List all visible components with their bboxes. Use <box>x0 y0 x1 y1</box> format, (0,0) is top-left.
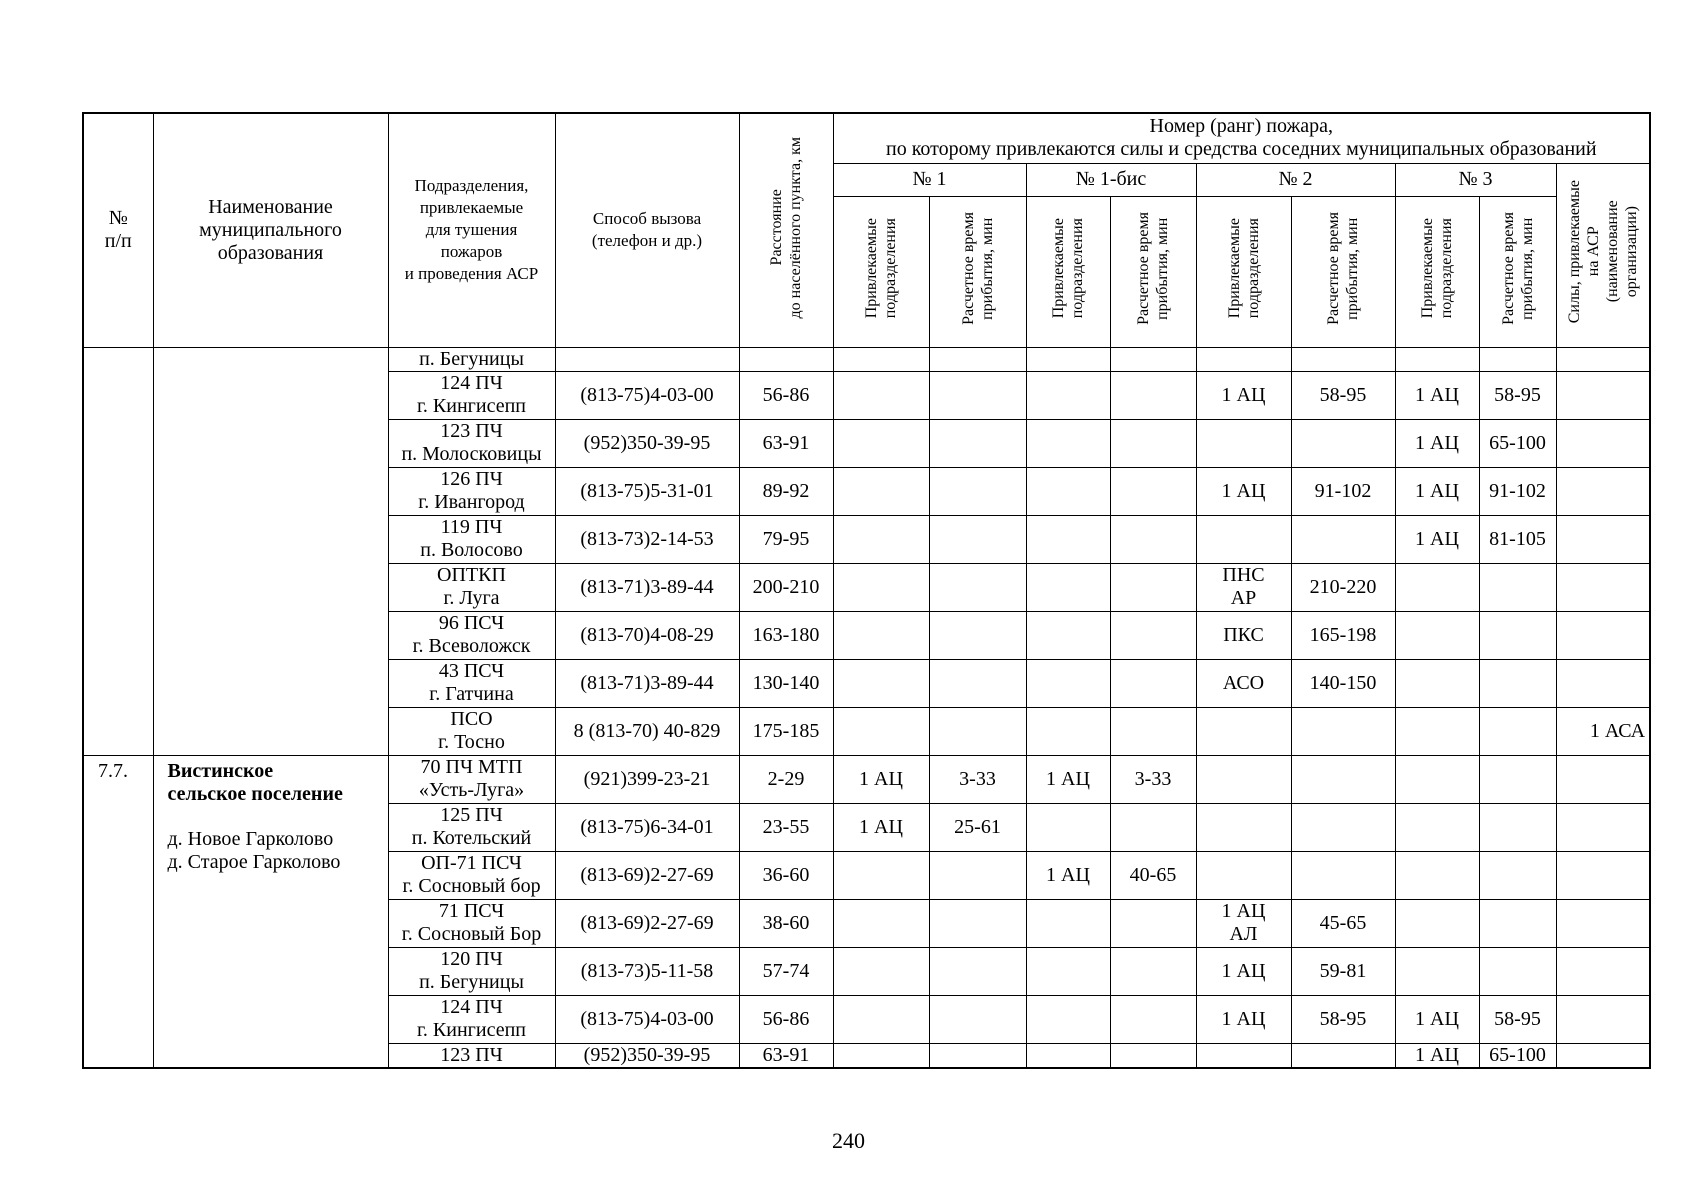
header-rank-title: Номер (ранг) пожара, по которому привлекаются силы и средства соседних муниципальных образований <box>833 113 1650 163</box>
r3-time-cell: 65-100 <box>1479 1043 1556 1068</box>
asr-cell <box>1556 347 1650 371</box>
distance-cell: 63-91 <box>739 419 833 467</box>
r3-time-cell <box>1479 611 1556 659</box>
asr-cell <box>1556 371 1650 419</box>
header-rank-2: № 2 <box>1196 163 1395 196</box>
r2-time-cell: 59-81 <box>1291 947 1395 995</box>
r3-units-cell <box>1395 659 1479 707</box>
asr-cell <box>1556 995 1650 1043</box>
r2-time-cell: 58-95 <box>1291 371 1395 419</box>
unit-cell: ПСО г. Тосно <box>388 707 555 755</box>
r2-time-cell <box>1291 515 1395 563</box>
table-row <box>83 755 1650 803</box>
call-cell: (813-75)4-03-00 <box>555 371 739 419</box>
r1bis-units-cell <box>1026 995 1110 1043</box>
r3-time-cell <box>1479 755 1556 803</box>
r2-time-cell <box>1291 707 1395 755</box>
call-cell: (921)399-23-21 <box>555 755 739 803</box>
r1-time-cell <box>929 371 1026 419</box>
r1-units-cell <box>833 707 929 755</box>
r1-units-cell <box>833 467 929 515</box>
header-r2-time: Расчетное время прибытия, мин <box>1291 196 1395 347</box>
r1bis-time-cell <box>1110 347 1196 371</box>
r2-units-cell: 1 АЦ <box>1196 467 1291 515</box>
r1bis-time-cell <box>1110 515 1196 563</box>
unit-cell: 70 ПЧ МТП «Усть-Луга» <box>388 755 555 803</box>
r1bis-time-cell <box>1110 995 1196 1043</box>
r1bis-time-cell <box>1110 899 1196 947</box>
r2-units-cell: АСО <box>1196 659 1291 707</box>
r3-time-cell <box>1479 659 1556 707</box>
call-cell: (813-69)2-27-69 <box>555 851 739 899</box>
call-cell: (813-69)2-27-69 <box>555 899 739 947</box>
distance-cell: 89-92 <box>739 467 833 515</box>
call-cell: 8 (813-70) 40-829 <box>555 707 739 755</box>
r2-units-cell: 1 АЦ <box>1196 947 1291 995</box>
r1bis-time-cell <box>1110 419 1196 467</box>
r1bis-time-cell <box>1110 611 1196 659</box>
r3-time-cell: 81-105 <box>1479 515 1556 563</box>
r1bis-units-cell <box>1026 371 1110 419</box>
r3-units-cell: 1 АЦ <box>1395 995 1479 1043</box>
r2-time-cell <box>1291 851 1395 899</box>
r3-units-cell <box>1395 803 1479 851</box>
r3-units-cell: 1 АЦ <box>1395 515 1479 563</box>
r1-time-cell <box>929 611 1026 659</box>
section-number: 7.7. <box>83 755 153 1068</box>
asr-cell <box>1556 899 1650 947</box>
r2-time-cell <box>1291 803 1395 851</box>
distance-cell: 38-60 <box>739 899 833 947</box>
header-asr: Силы, привлекаемые на АСР (наименование организации) <box>1556 163 1650 347</box>
r2-units-cell: ПНС АР <box>1196 563 1291 611</box>
r1bis-time-cell <box>1110 1043 1196 1068</box>
r1-units-cell: 1 АЦ <box>833 803 929 851</box>
header-rank-1: № 1 <box>833 163 1026 196</box>
r1-units-cell <box>833 899 929 947</box>
r1bis-units-cell <box>1026 419 1110 467</box>
r1-time-cell <box>929 419 1026 467</box>
r3-time-cell <box>1479 347 1556 371</box>
unit-cell: 125 ПЧ п. Котельский <box>388 803 555 851</box>
r1-time-cell: 25-61 <box>929 803 1026 851</box>
call-cell: (813-75)6-34-01 <box>555 803 739 851</box>
r3-time-cell <box>1479 947 1556 995</box>
r1-units-cell <box>833 947 929 995</box>
unit-cell: 124 ПЧ г. Кингисепп <box>388 371 555 419</box>
r1-time-cell <box>929 1043 1026 1068</box>
r3-units-cell <box>1395 851 1479 899</box>
unit-cell: ОПТКП г. Луга <box>388 563 555 611</box>
r1-units-cell: 1 АЦ <box>833 755 929 803</box>
r1bis-units-cell <box>1026 563 1110 611</box>
r1bis-units-cell: 1 АЦ <box>1026 755 1110 803</box>
header-r1bis-units: Привлекаемые подразделения <box>1026 196 1110 347</box>
call-cell: (813-70)4-08-29 <box>555 611 739 659</box>
r3-units-cell <box>1395 563 1479 611</box>
r1-time-cell <box>929 707 1026 755</box>
asr-cell: 1 АСА <box>1556 707 1650 755</box>
header-rank-1bis: № 1-бис <box>1026 163 1196 196</box>
distance-cell: 79-95 <box>739 515 833 563</box>
header-distance: Расстояние до населённого пункта, км <box>739 113 833 347</box>
r3-time-cell: 58-95 <box>1479 995 1556 1043</box>
r3-time-cell: 65-100 <box>1479 419 1556 467</box>
distance-cell: 36-60 <box>739 851 833 899</box>
call-cell: (813-71)3-89-44 <box>555 563 739 611</box>
r1bis-units-cell <box>1026 899 1110 947</box>
r1bis-units-cell <box>1026 1043 1110 1068</box>
r1-time-cell <box>929 467 1026 515</box>
r3-time-cell: 91-102 <box>1479 467 1556 515</box>
unit-cell: 119 ПЧ п. Волосово <box>388 515 555 563</box>
r1bis-units-cell <box>1026 947 1110 995</box>
call-cell: (952)350-39-95 <box>555 1043 739 1068</box>
r3-units-cell <box>1395 755 1479 803</box>
r3-units-cell <box>1395 947 1479 995</box>
r2-time-cell: 140-150 <box>1291 659 1395 707</box>
municipality-cell <box>153 347 388 755</box>
r1bis-time-cell: 40-65 <box>1110 851 1196 899</box>
unit-cell: 96 ПСЧ г. Всеволожск <box>388 611 555 659</box>
r1-time-cell <box>929 659 1026 707</box>
r2-time-cell: 91-102 <box>1291 467 1395 515</box>
call-cell: (952)350-39-95 <box>555 419 739 467</box>
r2-time-cell: 165-198 <box>1291 611 1395 659</box>
call-cell: (813-73)2-14-53 <box>555 515 739 563</box>
r3-units-cell: 1 АЦ <box>1395 419 1479 467</box>
call-cell: (813-75)4-03-00 <box>555 995 739 1043</box>
fire-forces-table <box>82 112 1651 1069</box>
r1-time-cell: 3-33 <box>929 755 1026 803</box>
unit-cell: 124 ПЧ г. Кингисепп <box>388 995 555 1043</box>
header-r1-units: Привлекаемые подразделения <box>833 196 929 347</box>
header-r2-units: Привлекаемые подразделения <box>1196 196 1291 347</box>
r1bis-time-cell <box>1110 707 1196 755</box>
r1-units-cell <box>833 995 929 1043</box>
asr-cell <box>1556 659 1650 707</box>
header-r3-time: Расчетное время прибытия, мин <box>1479 196 1556 347</box>
r2-units-cell: 1 АЦ <box>1196 371 1291 419</box>
asr-cell <box>1556 515 1650 563</box>
r1-units-cell <box>833 419 929 467</box>
municipality-name: Вистинское сельское поселение <box>167 759 343 805</box>
table-row <box>83 347 1650 371</box>
unit-cell: п. Бегуницы <box>388 347 555 371</box>
r3-units-cell <box>1395 611 1479 659</box>
r2-time-cell: 210-220 <box>1291 563 1395 611</box>
asr-cell <box>1556 563 1650 611</box>
r2-units-cell <box>1196 515 1291 563</box>
r1-units-cell <box>833 563 929 611</box>
r1bis-units-cell: 1 АЦ <box>1026 851 1110 899</box>
r1bis-units-cell <box>1026 467 1110 515</box>
distance-cell: 63-91 <box>739 1043 833 1068</box>
unit-cell: 123 ПЧ <box>388 1043 555 1068</box>
r2-time-cell: 58-95 <box>1291 995 1395 1043</box>
r1-units-cell <box>833 659 929 707</box>
r2-units-cell <box>1196 419 1291 467</box>
asr-cell <box>1556 1043 1650 1068</box>
r1bis-time-cell <box>1110 467 1196 515</box>
settlements-list: д. Новое Гарколово д. Старое Гарколово <box>167 827 341 873</box>
municipality-cell <box>153 755 388 1068</box>
r1-units-cell <box>833 851 929 899</box>
r1bis-units-cell <box>1026 707 1110 755</box>
r1-time-cell <box>929 563 1026 611</box>
header-call: Способ вызова (телефон и др.) <box>555 113 739 347</box>
r2-units-cell <box>1196 755 1291 803</box>
r1bis-units-cell <box>1026 611 1110 659</box>
r1-units-cell <box>833 1043 929 1068</box>
asr-cell <box>1556 419 1650 467</box>
distance-cell: 23-55 <box>739 803 833 851</box>
r1-time-cell <box>929 347 1026 371</box>
r3-units-cell: 1 АЦ <box>1395 1043 1479 1068</box>
distance-cell: 56-86 <box>739 995 833 1043</box>
distance-cell: 163-180 <box>739 611 833 659</box>
header-rank-3: № 3 <box>1395 163 1556 196</box>
r1-units-cell <box>833 515 929 563</box>
asr-cell <box>1556 947 1650 995</box>
r2-time-cell <box>1291 347 1395 371</box>
r2-units-cell <box>1196 803 1291 851</box>
r2-time-cell <box>1291 755 1395 803</box>
asr-cell <box>1556 611 1650 659</box>
distance-cell: 200-210 <box>739 563 833 611</box>
r2-time-cell <box>1291 419 1395 467</box>
distance-cell: 56-86 <box>739 371 833 419</box>
r3-time-cell <box>1479 851 1556 899</box>
call-cell <box>555 347 739 371</box>
asr-cell <box>1556 851 1650 899</box>
distance-cell: 130-140 <box>739 659 833 707</box>
distance-cell <box>739 347 833 371</box>
r1-time-cell <box>929 515 1026 563</box>
r2-units-cell <box>1196 347 1291 371</box>
r3-time-cell <box>1479 803 1556 851</box>
r1bis-units-cell <box>1026 659 1110 707</box>
r2-units-cell <box>1196 851 1291 899</box>
r3-time-cell <box>1479 563 1556 611</box>
r1-units-cell <box>833 371 929 419</box>
r1-units-cell <box>833 347 929 371</box>
call-cell: (813-71)3-89-44 <box>555 659 739 707</box>
r3-units-cell: 1 АЦ <box>1395 371 1479 419</box>
unit-cell: 120 ПЧ п. Бегуницы <box>388 947 555 995</box>
distance-cell: 2-29 <box>739 755 833 803</box>
header-units: Подразделения, привлекаемые для тушения пожаров и проведения АСР <box>388 113 555 347</box>
r2-time-cell <box>1291 1043 1395 1068</box>
r3-time-cell: 58-95 <box>1479 371 1556 419</box>
page-number: 240 <box>832 1128 865 1153</box>
header-num: № п/п <box>83 113 153 347</box>
r2-units-cell <box>1196 707 1291 755</box>
r3-time-cell <box>1479 899 1556 947</box>
r1bis-time-cell <box>1110 371 1196 419</box>
unit-cell: 43 ПСЧ г. Гатчина <box>388 659 555 707</box>
asr-cell <box>1556 755 1650 803</box>
call-cell: (813-73)5-11-58 <box>555 947 739 995</box>
r3-time-cell <box>1479 707 1556 755</box>
r1bis-time-cell <box>1110 947 1196 995</box>
unit-cell: ОП-71 ПСЧ г. Сосновый бор <box>388 851 555 899</box>
r2-units-cell <box>1196 1043 1291 1068</box>
header-name: Наименование муниципального образования <box>153 113 388 347</box>
asr-cell <box>1556 803 1650 851</box>
header-r1bis-time: Расчетное время прибытия, мин <box>1110 196 1196 347</box>
r1-time-cell <box>929 899 1026 947</box>
r1bis-time-cell: 3-33 <box>1110 755 1196 803</box>
r3-units-cell <box>1395 899 1479 947</box>
asr-cell <box>1556 467 1650 515</box>
row-number-cell <box>83 347 153 755</box>
r2-units-cell: ПКС <box>1196 611 1291 659</box>
distance-cell: 175-185 <box>739 707 833 755</box>
unit-cell: 126 ПЧ г. Ивангород <box>388 467 555 515</box>
unit-cell: 123 ПЧ п. Молосковицы <box>388 419 555 467</box>
call-cell: (813-75)5-31-01 <box>555 467 739 515</box>
distance-cell: 57-74 <box>739 947 833 995</box>
r1-units-cell <box>833 611 929 659</box>
r1-time-cell <box>929 995 1026 1043</box>
r1-time-cell <box>929 947 1026 995</box>
r1bis-units-cell <box>1026 803 1110 851</box>
r1bis-time-cell <box>1110 563 1196 611</box>
r3-units-cell: 1 АЦ <box>1395 467 1479 515</box>
r3-units-cell <box>1395 707 1479 755</box>
r1-time-cell <box>929 851 1026 899</box>
r2-units-cell: 1 АЦ АЛ <box>1196 899 1291 947</box>
r2-time-cell: 45-65 <box>1291 899 1395 947</box>
unit-cell: 71 ПСЧ г. Сосновый Бор <box>388 899 555 947</box>
header-r3-units: Привлекаемые подразделения <box>1395 196 1479 347</box>
r1bis-units-cell <box>1026 515 1110 563</box>
table-body <box>83 347 1650 1068</box>
r1bis-time-cell <box>1110 659 1196 707</box>
r3-units-cell <box>1395 347 1479 371</box>
r1bis-units-cell <box>1026 347 1110 371</box>
r1bis-time-cell <box>1110 803 1196 851</box>
header-r1-time: Расчетное время прибытия, мин <box>929 196 1026 347</box>
r2-units-cell: 1 АЦ <box>1196 995 1291 1043</box>
